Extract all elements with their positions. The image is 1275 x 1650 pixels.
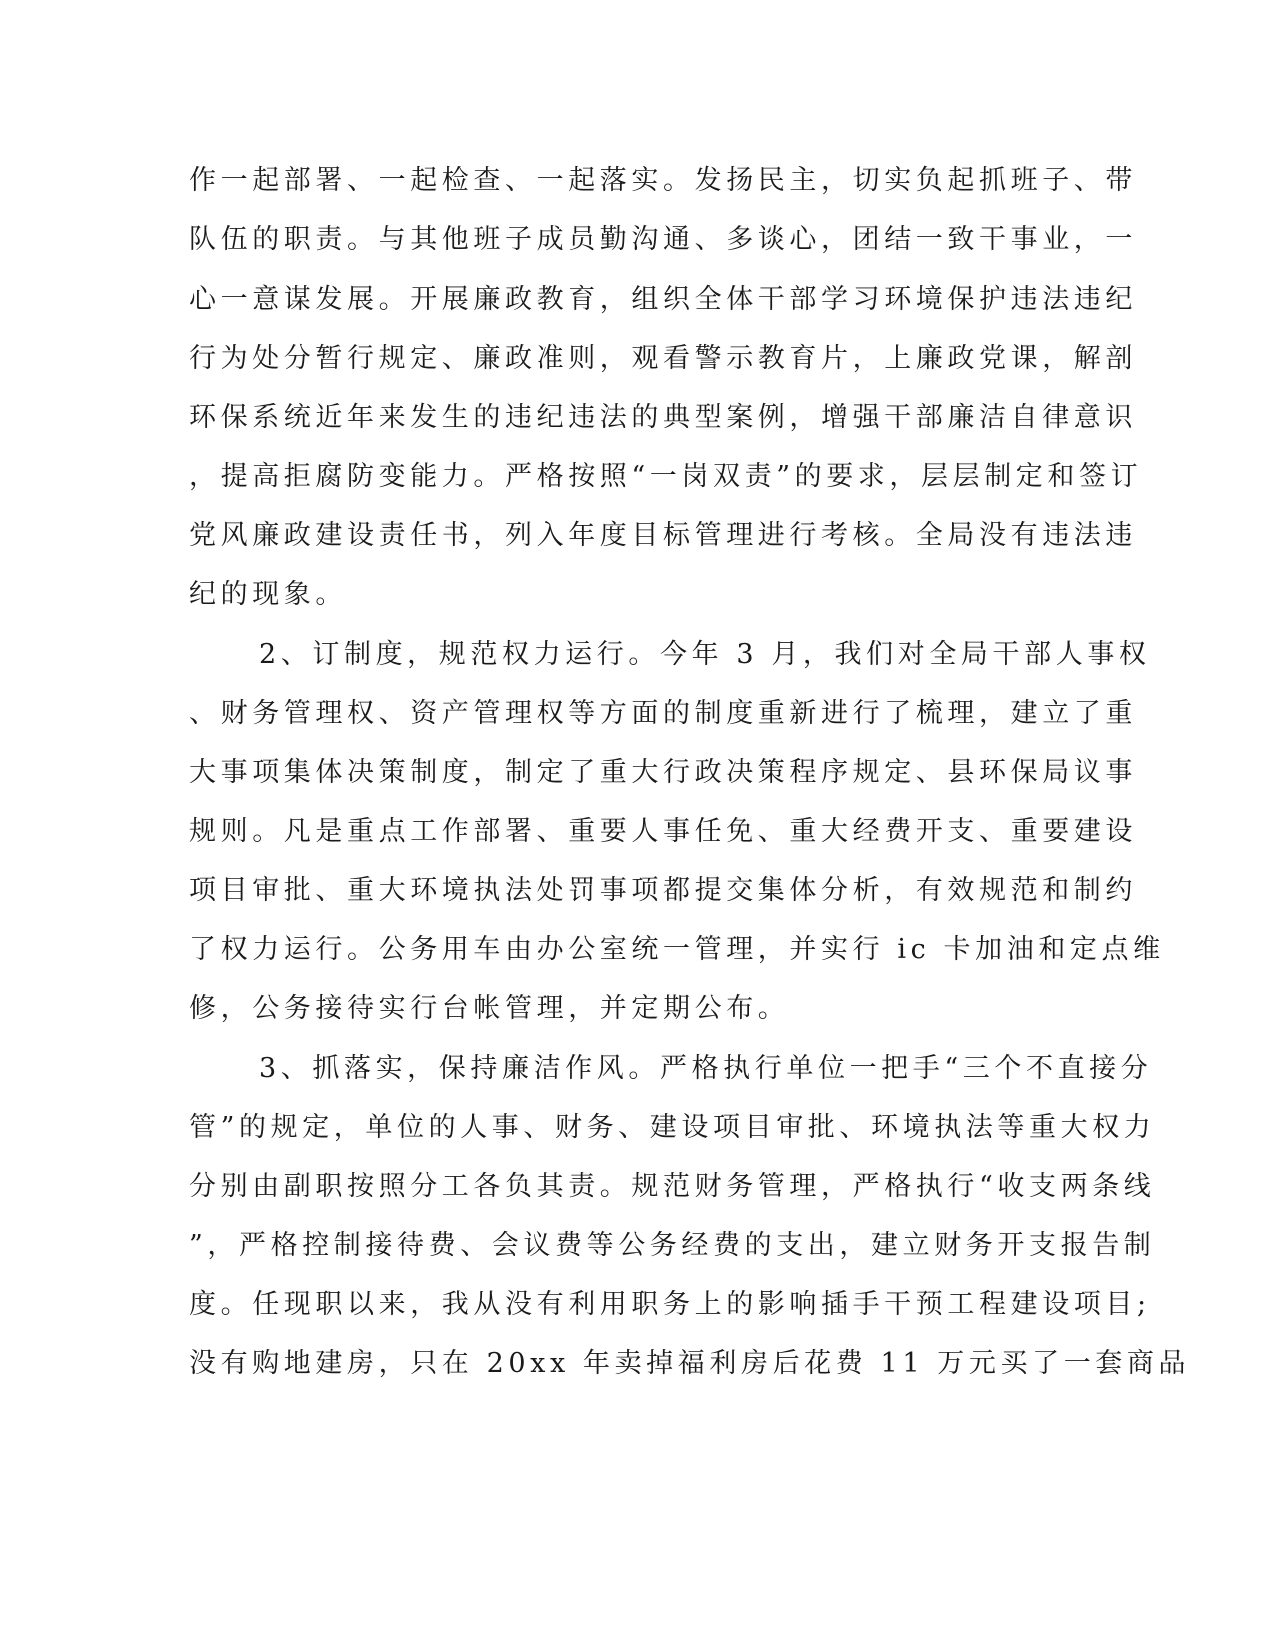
text-line: 度。任现职以来，我从没有利用职务上的影响插手干预工程建设项目; xyxy=(189,1289,1151,1320)
text-line: 环保系统近年来发生的违纪违法的典型案例，增强干部廉洁自律意识 xyxy=(189,402,1137,433)
text-line: 纪的现象。 xyxy=(189,579,347,610)
text-line: 分别由副职按照分工各负其责。规范财务管理，严格执行“收支两条线 xyxy=(189,1171,1156,1202)
text-line: 队伍的职责。与其他班子成员勤沟通、多谈心，团结一致干事业，一 xyxy=(189,224,1137,255)
text-line: 规则。凡是重点工作部署、重要人事任免、重大经费开支、重要建设 xyxy=(189,816,1137,847)
text-line: 了权力运行。公务用车由办公室统一管理，并实行 ic 卡加油和定点维 xyxy=(189,934,1165,965)
text-line: 、财务管理权、资产管理权等方面的制度重新进行了梳理，建立了重 xyxy=(189,698,1137,729)
text-line: 心一意谋发展。开展廉政教育，组织全体干部学习环境保护违法违纪 xyxy=(189,284,1137,315)
text-line: 项目审批、重大环境执法处罚事项都提交集体分析，有效规范和制约 xyxy=(189,875,1137,906)
text-line: 管”的规定，单位的人事、财务、建设项目审批、环境执法等重大权力 xyxy=(189,1112,1156,1143)
text-line: 大事项集体决策制度，制定了重大行政决策程序规定、县环保局议事 xyxy=(189,757,1137,788)
text-line: ”，严格控制接待费、会议费等公务经费的支出，建立财务开支报告制 xyxy=(189,1230,1156,1261)
paragraph-2-first-line: 2、订制度，规范权力运行。今年 3 月，我们对全局干部人事权 xyxy=(259,639,1151,670)
paragraph-3-first-line: 3、抓落实，保持廉洁作风。严格执行单位一把手“三个不直接分 xyxy=(259,1053,1153,1084)
text-line: 修，公务接待实行台帐管理，并定期公布。 xyxy=(189,993,790,1024)
text-line: 没有购地建房，只在 20xx 年卖掉福利房后花费 11 万元买了一套商品 xyxy=(189,1348,1191,1379)
text-line: 作一起部署、一起检查、一起落实。发扬民主，切实负起抓班子、带 xyxy=(189,165,1137,196)
text-line: 党风廉政建设责任书，列入年度目标管理进行考核。全局没有违法违 xyxy=(189,520,1137,551)
text-line: 行为处分暂行规定、廉政准则，观看警示教育片，上廉政党课，解剖 xyxy=(189,343,1137,374)
text-line: ，提高拒腐防变能力。严格按照“一岗双责”的要求，层层制定和签订 xyxy=(189,461,1143,492)
